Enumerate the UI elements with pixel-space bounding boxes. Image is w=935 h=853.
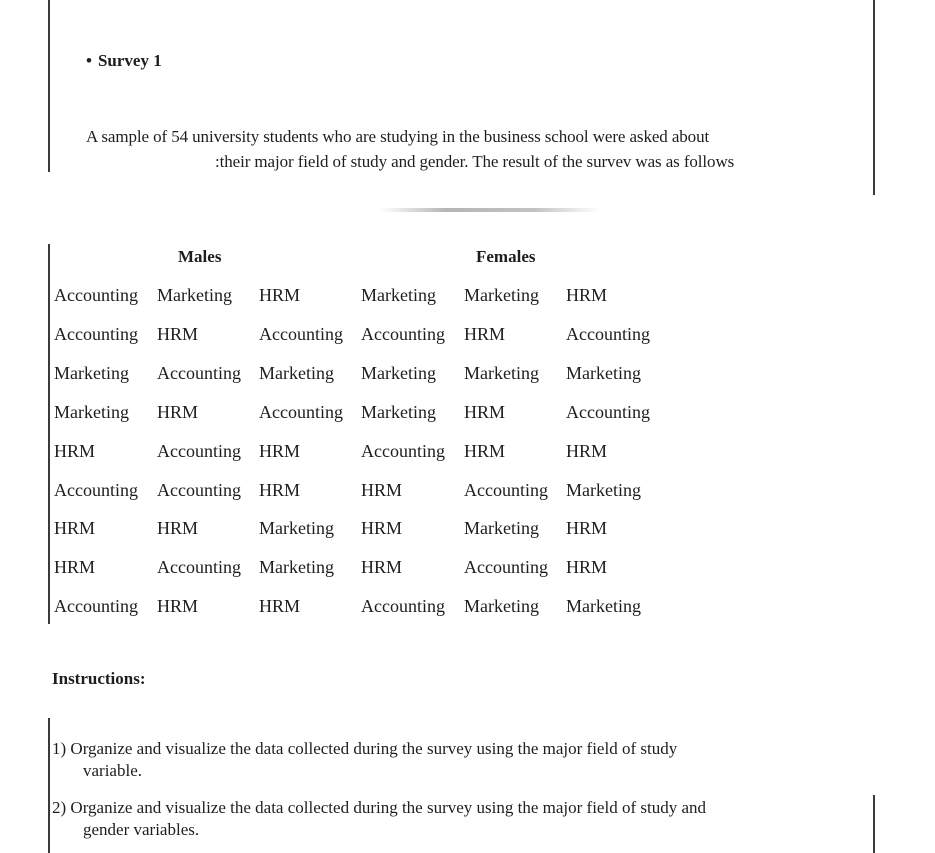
page-border-right-top (873, 0, 875, 195)
male-response-cell: Accounting (157, 440, 241, 461)
female-response-cell: HRM (361, 557, 403, 578)
instruction-number-2: 2) (52, 798, 67, 817)
male-response-cell: HRM (259, 440, 301, 461)
male-response-cell: HRM (157, 518, 199, 539)
page-border-left-bottom (48, 718, 50, 853)
male-response-cell: HRM (259, 479, 301, 500)
male-response-cell: Marketing (259, 557, 334, 578)
male-response-cell: Marketing (54, 362, 129, 383)
bullet-icon: • (86, 51, 92, 70)
instruction-text-1: Organize and visualize the data collected during the survey using the major field of study (70, 739, 678, 758)
female-response-cell: Marketing (361, 362, 436, 383)
female-response-cell: HRM (361, 518, 403, 539)
female-response-cell: HRM (566, 285, 608, 305)
female-response-cell: Accounting (464, 557, 548, 578)
instruction-text-2: Organize and visualize the data collected during the survey using the major field of study and (70, 798, 706, 817)
male-response-cell: HRM (157, 323, 199, 344)
instruction-item-1 (52, 738, 872, 782)
female-response-cell: Marketing (464, 285, 539, 305)
female-response-cell: HRM (566, 440, 608, 461)
male-response-cell: HRM (54, 518, 96, 539)
female-response-cell: Marketing (464, 518, 539, 539)
female-response-cell: HRM (464, 401, 506, 422)
female-response-cell: HRM (361, 479, 403, 500)
female-response-cell: HRM (464, 440, 506, 461)
male-response-cell: HRM (259, 596, 301, 617)
page-border-left-top (48, 0, 50, 172)
male-response-cell: Marketing (157, 285, 232, 305)
female-response-cell: Accounting (566, 323, 650, 344)
survey-title (86, 51, 162, 71)
scan-smudge (380, 208, 600, 212)
male-response-cell: Accounting (54, 479, 138, 500)
female-response-cell: Accounting (464, 479, 548, 500)
female-response-cell: Marketing (361, 401, 436, 422)
intro-line-1: A sample of 54 university students who are studying in the business school were asked about (86, 127, 710, 146)
instruction-text-1-cont: variable. (83, 761, 142, 780)
instruction-text-2-cont: gender variables. (83, 820, 200, 839)
female-response-cell: Marketing (464, 596, 539, 617)
female-response-cell: Marketing (566, 596, 641, 617)
male-response-cell: Accounting (54, 285, 138, 305)
female-response-cell: HRM (464, 323, 506, 344)
male-response-cell: Marketing (259, 518, 334, 539)
female-response-cell: Marketing (361, 285, 436, 305)
male-response-cell: Accounting (259, 323, 343, 344)
page-border-right-bottom (873, 795, 875, 853)
male-response-cell: HRM (157, 596, 199, 617)
male-response-cell: Accounting (54, 323, 138, 344)
females-header: Females (476, 247, 536, 266)
female-response-cell: Accounting (566, 401, 650, 422)
female-response-cell: Marketing (566, 479, 641, 500)
male-response-cell: Accounting (157, 479, 241, 500)
female-response-cell: Accounting (361, 323, 445, 344)
female-response-cell: Marketing (566, 362, 641, 383)
male-response-cell: Accounting (157, 557, 241, 578)
female-response-cell: HRM (566, 557, 608, 578)
female-response-cell: HRM (566, 518, 608, 539)
male-response-cell: HRM (259, 285, 301, 305)
instructions-heading: Instructions: (52, 669, 146, 688)
female-response-cell: Marketing (464, 362, 539, 383)
instruction-item-2 (52, 797, 872, 841)
male-response-cell: HRM (54, 440, 96, 461)
female-response-cell: Accounting (361, 596, 445, 617)
instruction-number-1: 1) (52, 739, 67, 758)
female-response-cell: Accounting (361, 440, 445, 461)
male-response-cell: HRM (54, 557, 96, 578)
male-response-cell: Marketing (54, 401, 129, 422)
male-response-cell: Accounting (157, 362, 241, 383)
intro-line-2: :their major field of study and gender. The result of the survev was as follows (215, 152, 735, 171)
male-response-cell: Marketing (259, 362, 334, 383)
males-header: Males (178, 247, 222, 266)
page-border-left-table (48, 244, 50, 624)
male-response-cell: Accounting (54, 596, 138, 617)
male-response-cell: HRM (157, 401, 199, 422)
survey-title-text: Survey 1 (97, 51, 162, 70)
male-response-cell: Accounting (259, 401, 343, 422)
